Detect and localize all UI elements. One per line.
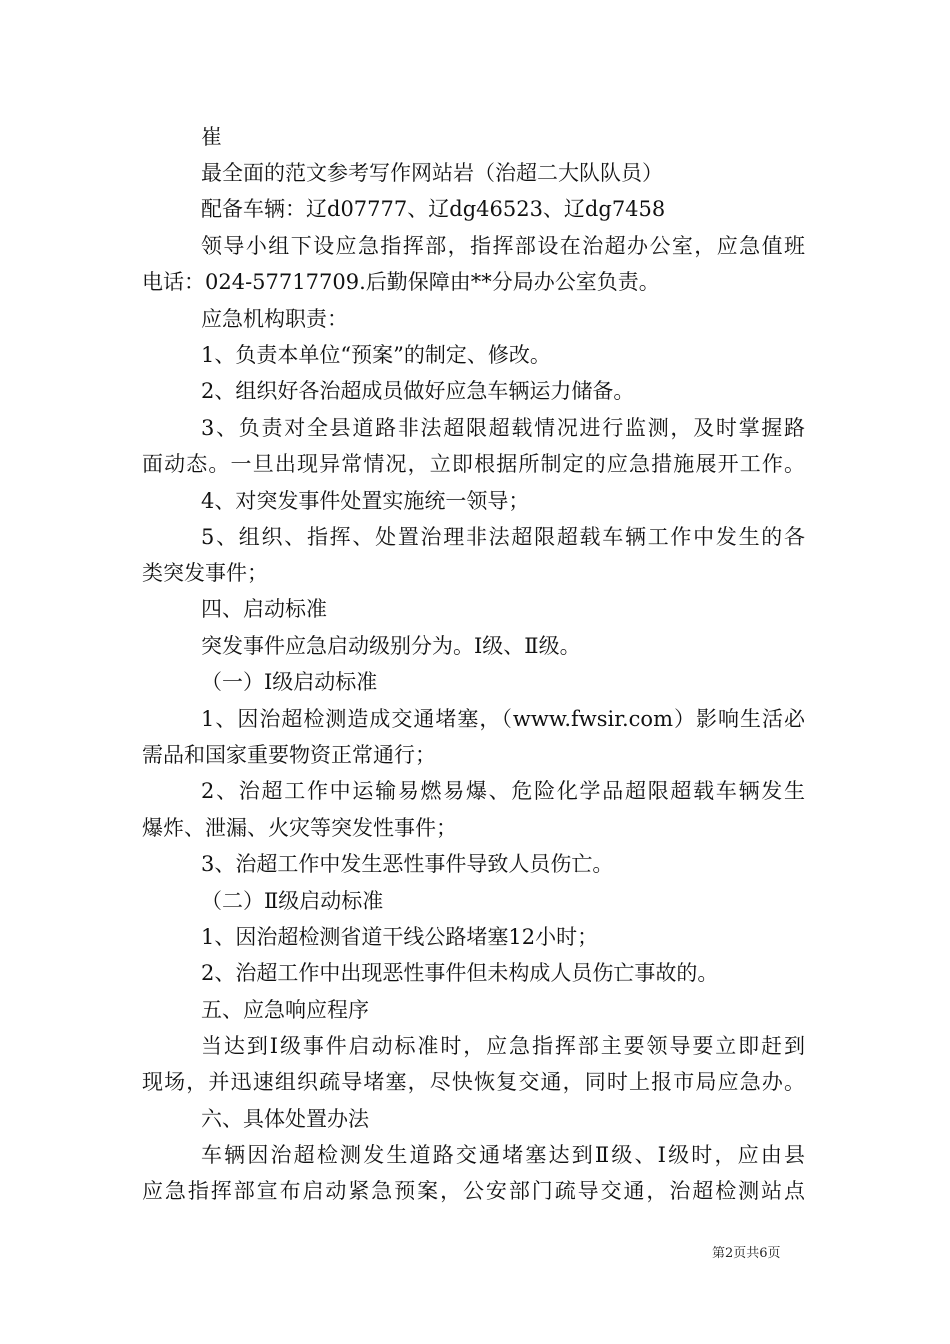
- section-heading: 四、启动标准: [201, 597, 327, 621]
- text-line: 1、因治超检测造成交通堵塞，（www.fwsir.com）影响生活必: [201, 707, 805, 731]
- section-heading: 六、具体处置办法: [201, 1107, 369, 1131]
- text-line: 车辆因治超检测发生道路交通堵塞达到Ⅱ级、Ⅰ级时，应由县: [201, 1143, 805, 1167]
- text-line: 爆炸、泄漏、火灾等突发性事件；: [142, 816, 457, 840]
- section-heading: 五、应急响应程序: [201, 998, 369, 1022]
- text-line: 1、负责本单位“预案”的制定、修改。: [201, 343, 551, 367]
- text-line: 当达到Ⅰ级事件启动标准时，应急指挥部主要领导要立即赶到: [201, 1034, 805, 1058]
- text-line: 类突发事件；: [142, 561, 268, 585]
- text-line: 电话：024-57717709.后勤保障由**分局办公室负责。: [142, 270, 660, 294]
- text-line: 4、对突发事件处置实施统一领导；: [201, 489, 530, 513]
- page-number: 第2页共6页: [712, 1246, 781, 1261]
- subsection-heading: （二）Ⅱ级启动标准: [201, 889, 384, 913]
- text-line: 领导小组下设应急指挥部，指挥部设在治超办公室，应急值班: [201, 234, 805, 258]
- text-line: 应急机构职责：: [201, 307, 348, 331]
- text-line: 2、组织好各治超成员做好应急车辆运力储备。: [201, 379, 635, 403]
- text-line: 5、组织、指挥、处置治理非法超限超载车辆工作中发生的各: [201, 525, 805, 549]
- text-line: 需品和国家重要物资正常通行；: [142, 743, 436, 767]
- text-line: 3、治超工作中发生恶性事件导致人员伤亡。: [201, 852, 614, 876]
- text-line: 1、因治超检测省道干线公路堵塞12小时；: [201, 925, 599, 949]
- text-line: 应急指挥部宣布启动紧急预案，公安部门疏导交通，治超检测站点: [142, 1179, 805, 1203]
- text-line: 配备车辆：辽d07777、辽dg46523、辽dg7458: [201, 197, 666, 221]
- text-line: 面动态。一旦出现异常情况，立即根据所制定的应急措施展开工作。: [142, 452, 805, 476]
- subsection-heading: （一）Ⅰ级启动标准: [201, 670, 378, 694]
- text-line: 最全面的范文参考写作网站岩（治超二大队队员）: [201, 161, 663, 185]
- text-line: 3、负责对全县道路非法超限超载情况进行监测，及时掌握路: [201, 416, 805, 440]
- text-line: 现场，并迅速组织疏导堵塞，尽快恢复交通，同时上报市局应急办。: [142, 1070, 805, 1094]
- text-line: 崔: [201, 125, 222, 149]
- text-line: 2、治超工作中运输易燃易爆、危险化学品超限超载车辆发生: [201, 779, 805, 803]
- text-line: 突发事件应急启动级别分为。Ⅰ级、Ⅱ级。: [201, 634, 581, 658]
- text-line: 2、治超工作中出现恶性事件但未构成人员伤亡事故的。: [201, 961, 719, 985]
